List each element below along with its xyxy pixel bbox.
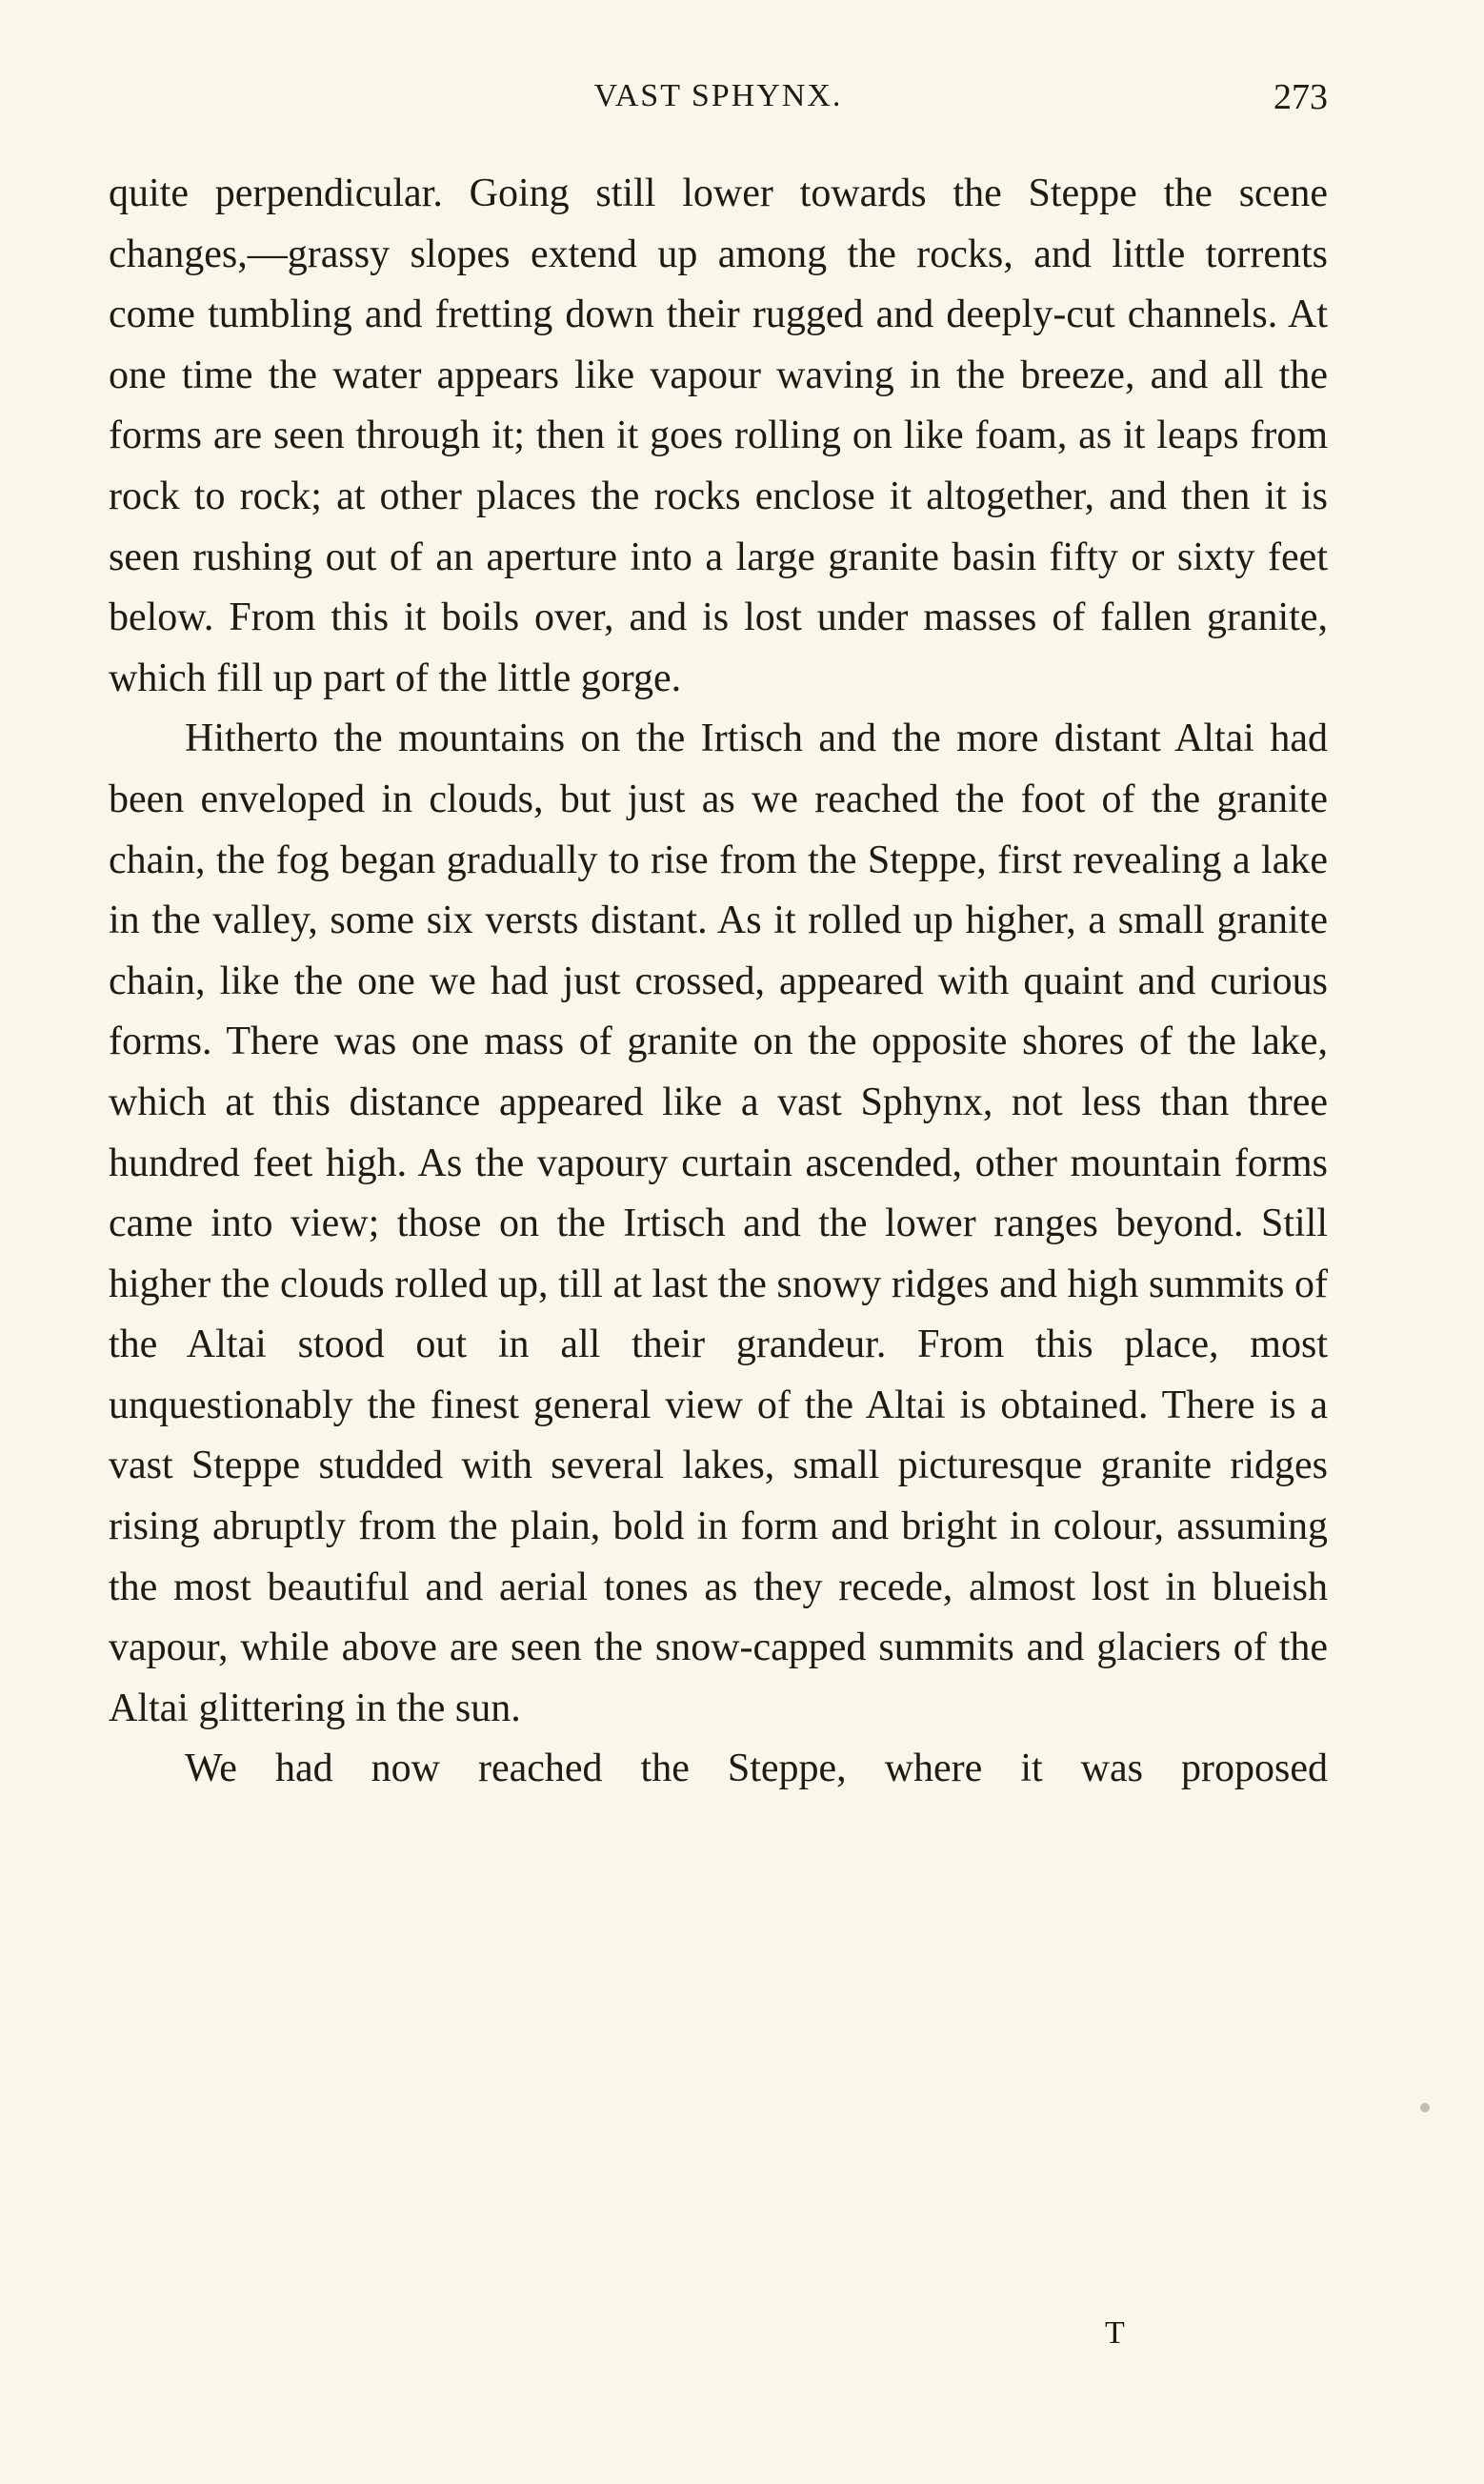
running-head — [109, 78, 1328, 135]
paragraph-1: quite perpendicular. Going still lower towards the Steppe the scene changes,—grassy slopes extend up among the rocks, and little torrents come tumbling and fretting down their rugged and deeply-cut channels. At one time the water appears like vapour waving in the breeze, and all the forms are seen through it; then it goes rolling on like foam, as it leaps from rock to rock; at other places the rocks enclose it altogether, and then it is seen rushing out of an aperture into a large granite basin fifty or sixty feet below. From this it boils over, and is lost under masses of fallen granite, which fill up part of the little gorge. — [109, 172, 1328, 700]
running-title: VAST SPHYNX. — [593, 78, 843, 113]
body-text — [109, 164, 1328, 1800]
paragraph-2: Hitherto the mountains on the Irtisch and the more distant Altai had been enveloped in clouds, but just as we reached the foot of the granite chain, the fog began gradually to rise from the Steppe, first revealing a lake in the valley, some six versts distant. As it rolled up higher, a small granite chain, like the one we had just crossed, appeared with quaint and curious forms. There was one mass of granite on the opposite shores of the lake, which at this distance appeared like a vast Sphynx, not less than three hundred feet high. As the vapoury curtain ascended, other mountain forms came into view; those on the Irtisch and the lower ranges beyond. Still higher the clouds rolled up, till at last the snowy ridges and high summits of the Altai stood out in all their grandeur. From this place, most unquestionably the finest general view of the Altai is obtained. There is a vast Steppe studded with several lakes, small picturesque granite ridges rising abruptly from the plain, bold in form and bright in colour, assuming the most beautiful and aerial tones as they recede, almost lost in blueish vapour, while above are seen the snow-capped summits and glaciers of the Altai glittering in the sun. — [109, 717, 1328, 1730]
page-number: 273 — [1273, 77, 1328, 117]
signature-mark: T — [1105, 2315, 1125, 2351]
paragraph-3: We had now reached the Steppe, where it was proposed — [185, 1747, 1328, 1791]
margin-dot — [1420, 2103, 1430, 2112]
